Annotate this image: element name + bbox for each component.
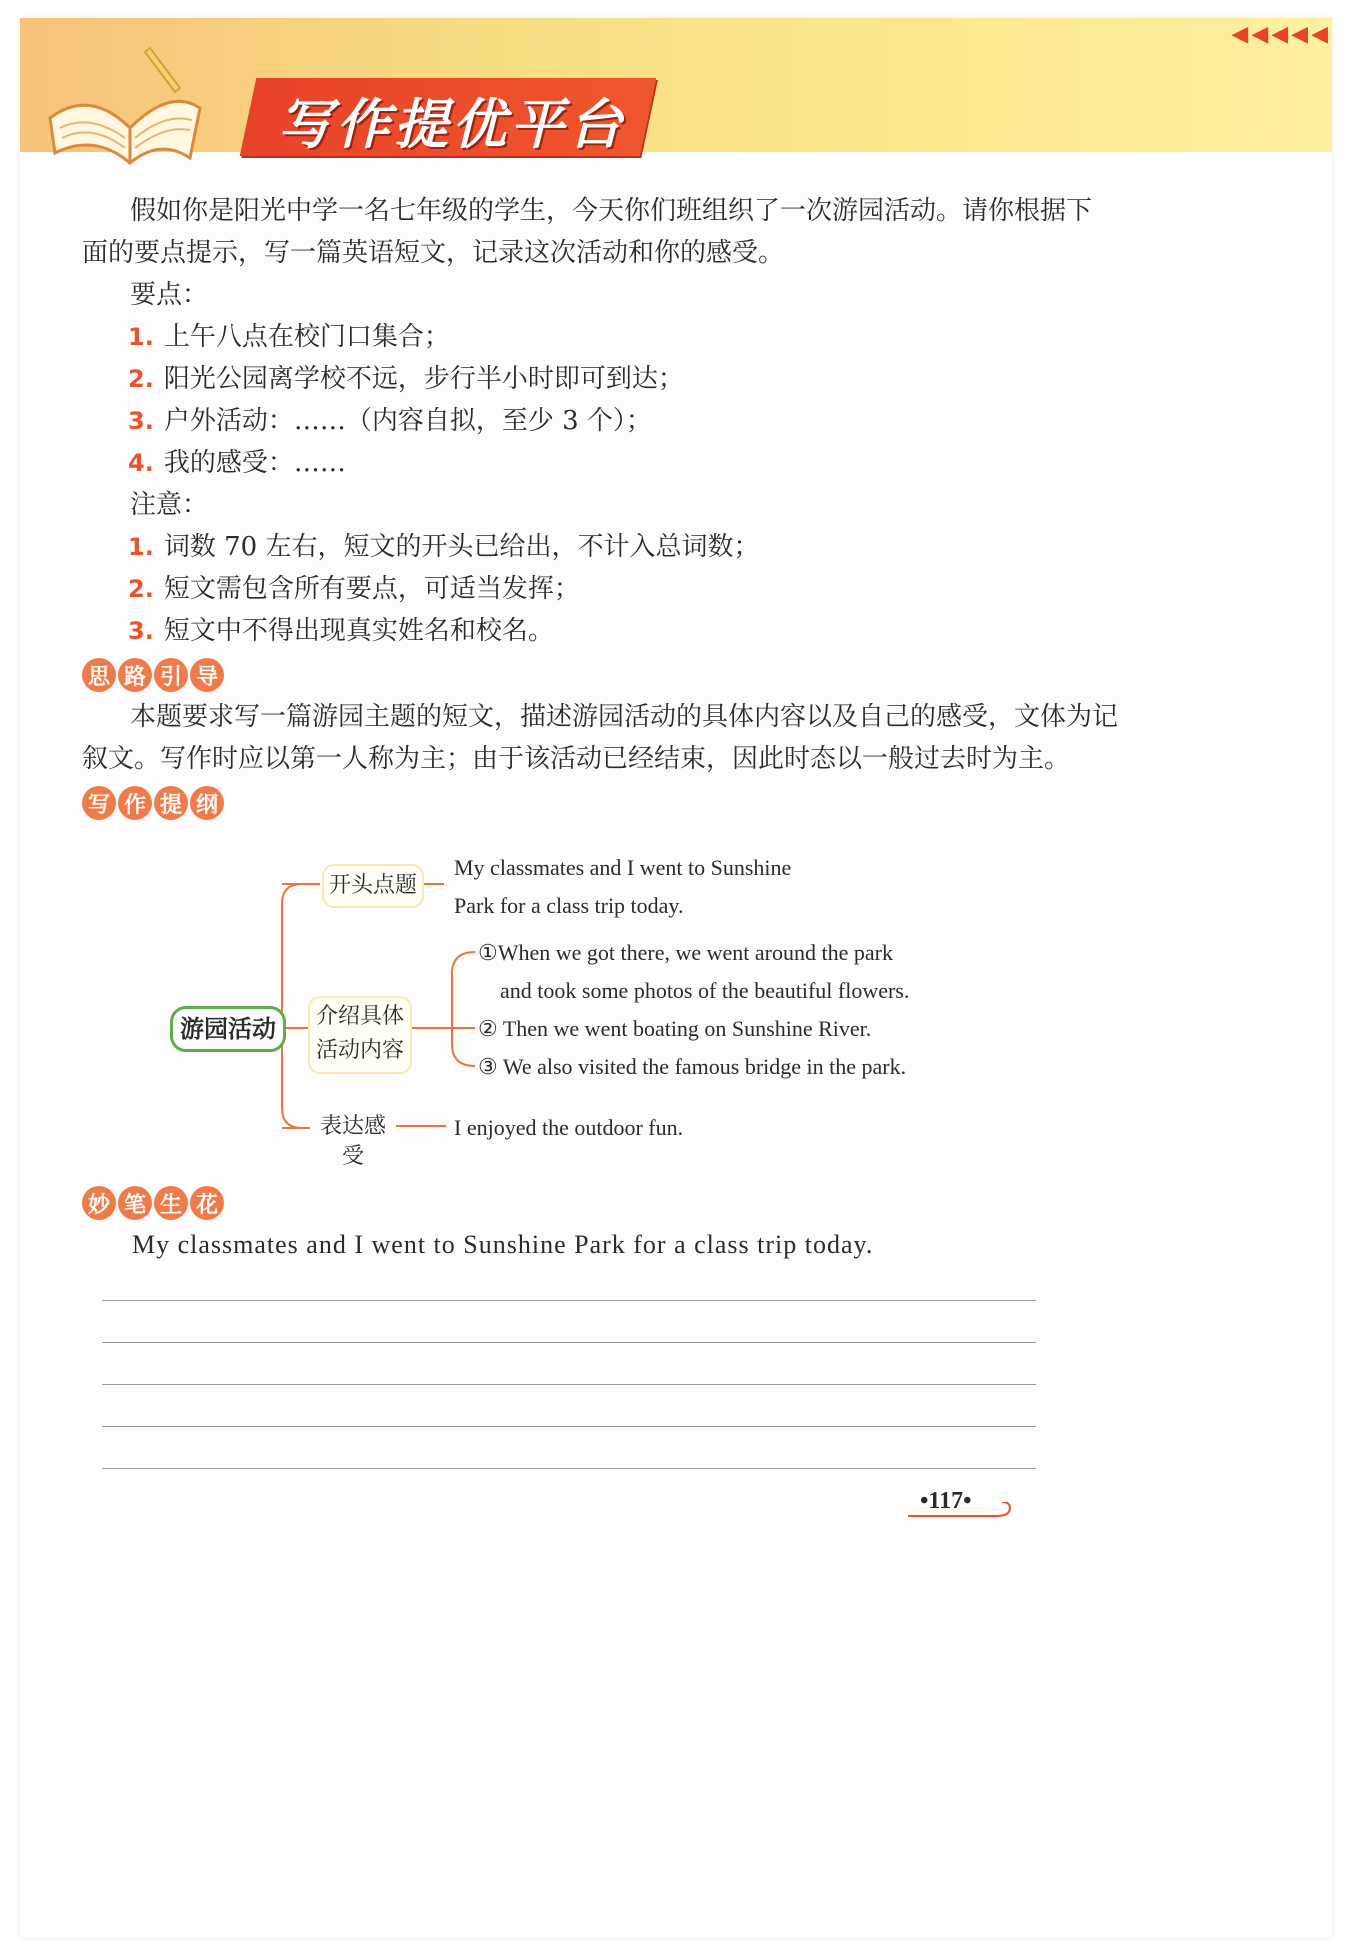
points-label: 要点： <box>130 280 209 310</box>
writing-line[interactable] <box>102 1384 1036 1385</box>
arrow-decoration-icon: ◀ ◀ ◀ ◀ ◀ <box>1231 22 1326 47</box>
outline-heading: 写 作 提 纲 <box>82 786 224 820</box>
note-item: 1. 词数 70 左右，短文的开头已给出，不计入总词数； <box>128 532 760 562</box>
page-number: •117• <box>920 1488 972 1514</box>
activity-text: ② Then we went boating on Sunshine River. <box>478 1016 872 1041</box>
guide-line1: 本题要求写一篇游园主题的短文，描述游园活动的具体内容以及自己的感受，文体为记 <box>130 702 1119 732</box>
page-title: 写作提优平台 <box>278 93 626 156</box>
writing-opening-sentence: My classmates and I went to Sunshine Park for a class trip today. <box>132 1230 874 1259</box>
point-item: 3. 户外活动：……（内容自拟，至少 3 个）； <box>128 406 652 436</box>
activity-text: ①When we got there, we went around the park <box>478 940 893 965</box>
task-intro-line1: 假如你是阳光中学一名七年级的学生，今天你们班组织了一次游园活动。请你根据下 <box>130 196 1093 226</box>
note-item: 3. 短文中不得出现真实姓名和校名。 <box>128 616 554 646</box>
activity-text: ③ We also visited the famous bridge in the park. <box>478 1054 907 1079</box>
point-item: 1. 上午八点在校门口集合； <box>128 322 450 352</box>
page-corner-arrow-icon <box>906 1502 1016 1522</box>
outline-node-feelings: 表达感受 <box>319 1114 386 1169</box>
guide-line2: 叙文。写作时应以第一人称为主；由于该活动已经结束，因此时态以一般过去时为主。 <box>82 744 1071 774</box>
textbook-page <box>20 18 1332 1938</box>
writing-line[interactable] <box>102 1426 1036 1427</box>
note-item: 2. 短文需包含所有要点，可适当发挥； <box>128 574 580 604</box>
activity-text: and took some photos of the beautiful flowers. <box>500 978 910 1003</box>
opening-text-line1: My classmates and I went to Sunshine <box>454 855 792 880</box>
feelings-text: I enjoyed the outdoor fun. <box>454 1115 684 1140</box>
point-item: 2. 阳光公园离学校不远，步行半小时即可到达； <box>128 364 684 394</box>
outline-root-node: 游园活动 <box>170 1006 286 1052</box>
outline-node-opening: 开头点题 <box>322 864 424 908</box>
writing-line[interactable] <box>102 1300 1036 1301</box>
writing-heading: 妙 笔 生 花 <box>82 1186 224 1220</box>
outline-node-activities: 介绍具体 活动内容 <box>308 996 412 1074</box>
writing-line[interactable] <box>102 1468 1036 1469</box>
writing-line[interactable] <box>102 1342 1036 1343</box>
notes-label: 注意： <box>130 490 209 520</box>
opening-text-line2: Park for a class trip today. <box>454 893 684 918</box>
task-intro-line2: 面的要点提示，写一篇英语短文，记录这次活动和你的感受。 <box>82 238 785 268</box>
point-item: 4. 我的感受：…… <box>128 448 346 478</box>
guide-heading: 思 路 引 导 <box>82 658 224 692</box>
